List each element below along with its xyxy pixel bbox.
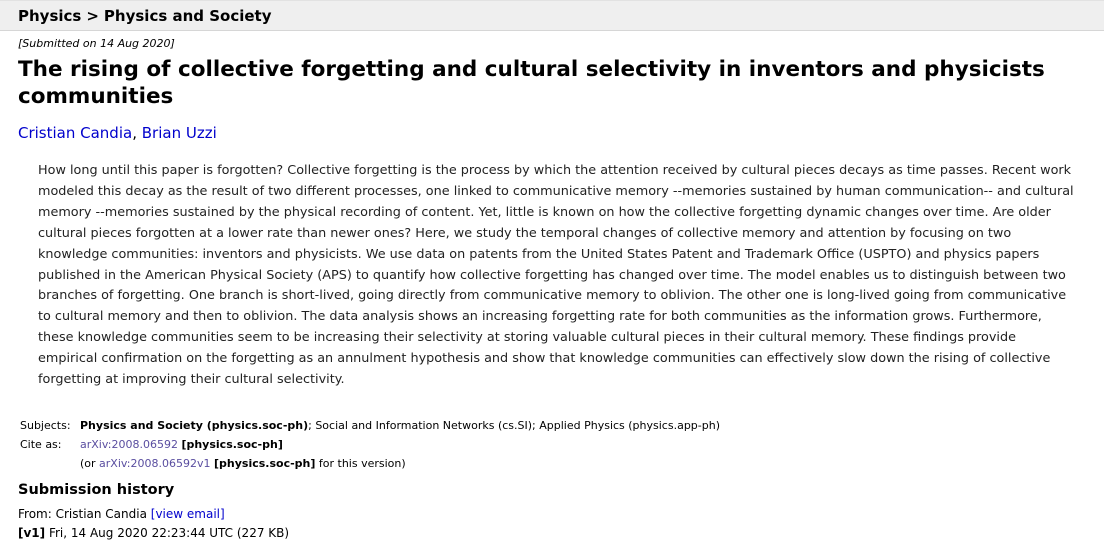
submitter-name: From: Cristian Candia: [18, 507, 151, 521]
version-row: [20, 454, 720, 473]
cite-label: Cite as:: [20, 438, 62, 451]
cite-row: [20, 435, 720, 454]
version-category: [physics.soc-ph]: [214, 457, 316, 470]
abstract: How long until this paper is forgotten? Collective forgetting is the process by which the attention received by cultural pieces decays as time passes. Recent work modeled this decay as the result of two different processes, one linked to communicative memory --memories sustained by human communication-- and cultural memory --memories sustained by the physical recording of content. Yet, little is known on how the collective forgetting dynamic changes over time. Are older cultural pieces forgotten at a lower rate than newer ones? Here, we study the temporal changes of collective memory and attention by focusing on two knowledge communities: inventors and physicists. We use data on patents from the United States Patent and Trademark Office (USPTO) and physics papers published in the American Physical Society (APS) to quantify how collective forgetting has changed over time. The model enables us to distinguish between two branches of forgetting. One branch is short-lived, going directly from communicative memory to oblivion. The other one is long-lived going from communicative to cultural memory and then to oblivion. The data analysis shows an increasing forgetting rate for both communities as the information grows. Furthermore, these knowledge communities seem to be increasing their selectivity at storing valuable cultural pieces in their cultural memory. These findings provide empirical confirmation on the forgetting as an annulment hypothesis and show that knowledge communities can effectively slow down the rising of collective forgetting at improving their cultural selectivity.: [38, 163, 1074, 388]
cite-value: [80, 435, 283, 454]
submission-from: [18, 507, 225, 521]
breadcrumb-separator: >: [86, 7, 99, 25]
submission-dateline: [Submitted on 14 Aug 2020]: [18, 37, 175, 50]
metadata-table: [20, 416, 720, 473]
arxiv-id-link[interactable]: arXiv:2008.06592: [80, 438, 178, 451]
subjects-row: [20, 416, 720, 435]
version-detail: Fri, 14 Aug 2020 22:23:44 UTC (227 KB): [45, 526, 290, 540]
author-separator: ,: [132, 124, 142, 142]
secondary-subjects: ; Social and Information Networks (cs.SI); Applied Physics (physics.app-ph): [308, 419, 721, 432]
breadcrumb-current[interactable]: Physics and Society: [103, 7, 272, 25]
version-value: [80, 454, 406, 473]
author-link[interactable]: Cristian Candia: [18, 124, 133, 142]
authors-list: [18, 124, 217, 142]
subjects-label: Subjects:: [20, 419, 71, 432]
breadcrumb: [0, 0, 1104, 31]
subjects-value: [80, 416, 720, 435]
paper-title: The rising of collective forgetting and cultural selectivity in inventors and physicists communities: [18, 57, 1045, 109]
version-tag: [v1]: [18, 526, 46, 540]
arxiv-version-link[interactable]: arXiv:2008.06592v1: [99, 457, 211, 470]
submission-version-entry: [18, 526, 289, 540]
submission-history-heading: Submission history: [18, 482, 175, 498]
version-suffix: for this version): [315, 457, 406, 470]
view-email-link[interactable]: [view email]: [150, 507, 225, 521]
version-label-spacer: [20, 454, 80, 473]
breadcrumb-root[interactable]: Physics: [18, 7, 82, 25]
author-link[interactable]: Brian Uzzi: [141, 124, 217, 142]
primary-subject: Physics and Society (physics.soc-ph): [80, 419, 309, 432]
cite-category: [physics.soc-ph]: [181, 438, 283, 451]
version-prefix: (or: [80, 457, 100, 470]
